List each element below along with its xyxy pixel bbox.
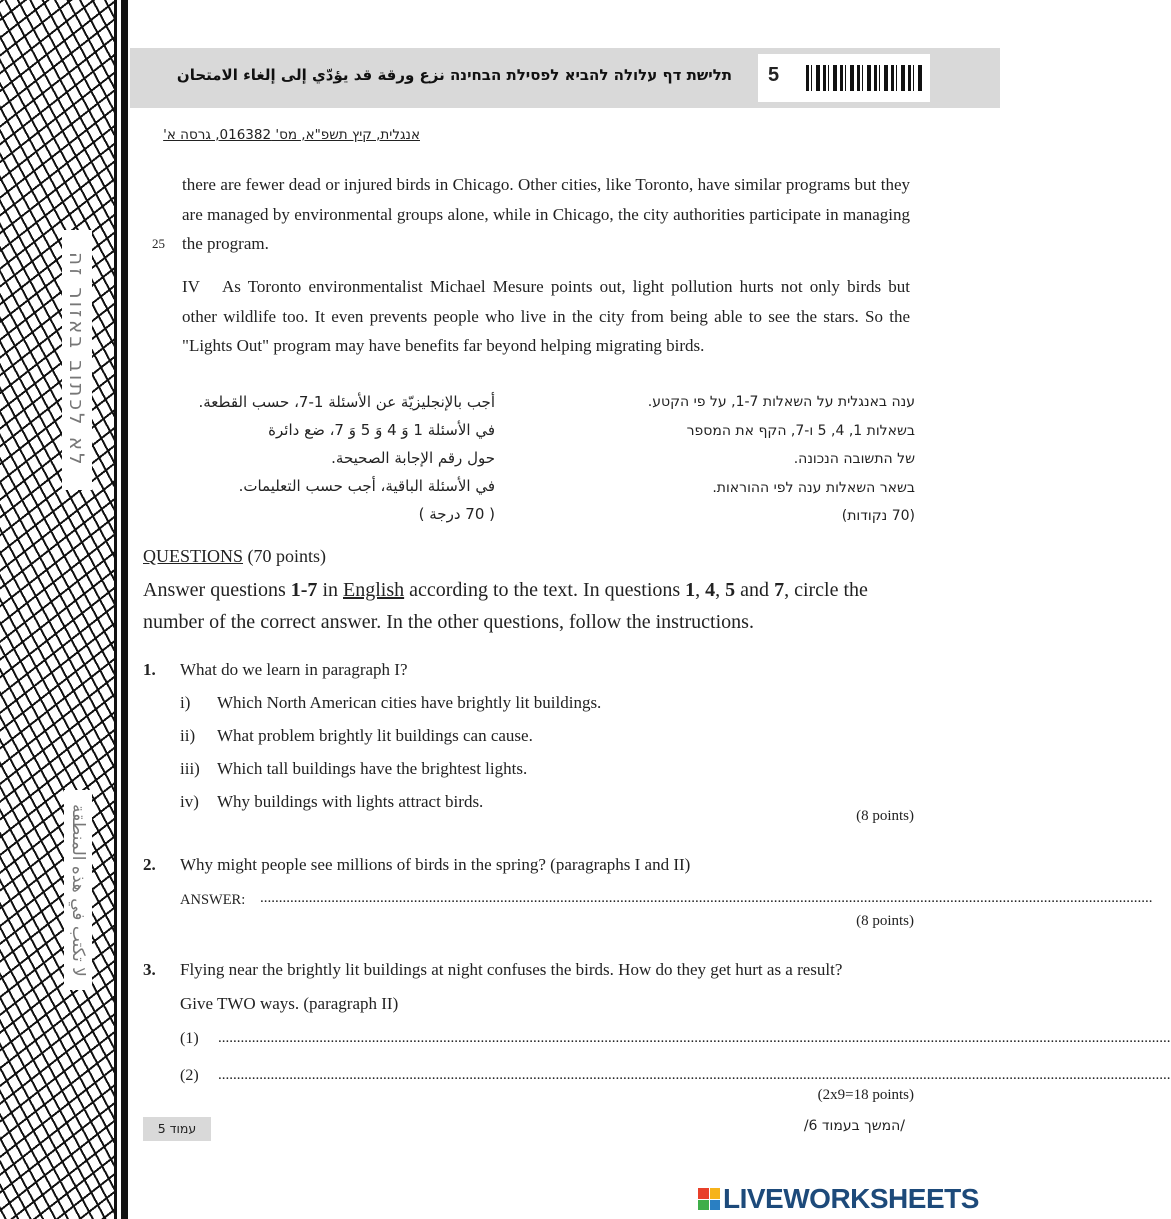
question-points: (8 points) bbox=[856, 913, 914, 929]
margin-hebrew-note: לא לכתוב באזור זה bbox=[65, 252, 89, 468]
hebrew-line: של התשובה הנכונה. bbox=[793, 451, 915, 467]
passage-paragraph-3 bbox=[182, 170, 910, 259]
instructions bbox=[143, 574, 913, 638]
instructions-text: , circle the number of the correct answer. In the other questions, follow the instructions. bbox=[143, 579, 868, 633]
margin-pattern bbox=[0, 0, 114, 1219]
instructions-language: English bbox=[343, 579, 405, 601]
answer-label: ANSWER: bbox=[180, 892, 246, 908]
option-text: Why buildings with lights attract birds. bbox=[217, 792, 484, 811]
question-number: 1. bbox=[143, 660, 156, 679]
instructions-q-number: 7 bbox=[774, 579, 785, 601]
passage-text: As Toronto environmentalist Michael Mesure points out, light pollution hurts not only birds but other wildlife too. It even prevents people who live in the city from being able to see the stars. So the "Lights Out" program may have benefits far beyond helping migrating birds. bbox=[182, 277, 910, 355]
option-label[interactable]: iii) bbox=[180, 759, 200, 778]
arabic-line: أجب بالإنجليزيّة عن الأسئلة 1-7، حسب القطعة. bbox=[198, 393, 495, 411]
answer-line[interactable]: .............................................................................................................................................................................................................................................. bbox=[260, 890, 1153, 906]
barcode-box bbox=[758, 54, 930, 102]
hebrew-line: ענה באנגלית על השאלות 1-7, על פי הקטע. bbox=[647, 394, 915, 410]
instructions-range: 1-7 bbox=[290, 579, 318, 601]
logo-icon bbox=[698, 1188, 720, 1210]
margin-arabic-box bbox=[64, 790, 92, 990]
footer-continued: /המשך בעמוד 6/ bbox=[803, 1118, 905, 1134]
margin-arabic-note: لا تكتب في هذه المنطقة bbox=[68, 803, 88, 977]
option-label[interactable]: ii) bbox=[180, 726, 196, 745]
question-points: (8 points) bbox=[856, 808, 914, 824]
questions-heading bbox=[143, 546, 326, 567]
instructions-text: according to the text. In questions bbox=[404, 579, 686, 601]
option-text: Which North American cities have brightly lit buildings. bbox=[217, 693, 602, 712]
hebrew-line: בשאלות 1, 4, 5 ו-7, הקף את המספר bbox=[686, 422, 915, 439]
answer-option[interactable] bbox=[180, 792, 483, 812]
hebrew-line: בשאר השאלות ענה לפי ההוראות. bbox=[712, 479, 915, 496]
option-label[interactable]: i) bbox=[180, 693, 191, 712]
answer-option[interactable] bbox=[180, 726, 533, 746]
paragraph-label: IV bbox=[182, 277, 200, 296]
barcode-icon bbox=[806, 65, 922, 91]
page-header bbox=[130, 48, 1000, 108]
question-text: What do we learn in paragraph I? bbox=[180, 660, 408, 679]
answer-line[interactable]: .............................................................................................................................................................................................................................................................. bbox=[218, 1067, 1171, 1083]
arabic-line: حول رقم الإجابة الصحيحة. bbox=[331, 449, 495, 467]
margin-rule bbox=[121, 0, 128, 1219]
margin-hebrew-box bbox=[62, 230, 92, 490]
answer-option[interactable] bbox=[180, 693, 601, 713]
instructions-q-number: 4 bbox=[705, 579, 716, 601]
exam-subtitle: אנגלית, קיץ תשפ"א, מס' 016382, גרסה א' bbox=[163, 127, 420, 143]
margin-strip bbox=[0, 0, 130, 1219]
question-text: Why might people see millions of birds in the spring? (paragraphs I and II) bbox=[180, 855, 691, 874]
margin-rule bbox=[114, 0, 117, 1219]
passage-text: there are fewer dead or injured birds in Chicago. Other cities, like Toronto, have similar programs but they are managed by environmental groups alone, while in Chicago, the city authorities participate in managing the program. bbox=[182, 175, 910, 253]
instructions-text: , bbox=[695, 579, 706, 601]
logo-text: LIVEWORKSHEETS bbox=[723, 1183, 979, 1214]
liveworksheets-logo bbox=[698, 1183, 979, 1215]
answer-line[interactable]: .............................................................................................................................................................................................................................................................. bbox=[218, 1030, 1171, 1046]
question-text: Give TWO ways. (paragraph II) bbox=[180, 994, 399, 1013]
instructions-text: in bbox=[317, 579, 343, 601]
arabic-line: ( 70 درجة ) bbox=[418, 505, 495, 523]
instructions-text: , bbox=[715, 579, 726, 601]
question-text: Flying near the brightly lit buildings at night confuses the birds. How do they get hurt as a result? bbox=[180, 960, 843, 979]
line-number: 25 bbox=[152, 236, 165, 251]
instructions-text: and bbox=[735, 579, 775, 601]
passage-paragraph-4 bbox=[182, 272, 910, 361]
instructions-text: Answer questions bbox=[143, 579, 291, 601]
instructions-q-number: 5 bbox=[725, 579, 736, 601]
question-number: 2. bbox=[143, 855, 156, 874]
arabic-line: في الأسئلة الباقية، أجب حسب التعليمات. bbox=[238, 477, 495, 495]
answer-option[interactable] bbox=[180, 759, 527, 779]
arabic-instructions bbox=[175, 388, 495, 528]
header-notice: תלישת דף עלולה להביא לפסילת הבחינה نزع ورقة قد يؤدّي إلى إلغاء الامتحان bbox=[176, 66, 732, 84]
footer-page-label: עמוד 5 bbox=[143, 1117, 211, 1141]
questions-title: QUESTIONS bbox=[143, 546, 244, 566]
option-text: What problem brightly lit buildings can cause. bbox=[217, 726, 533, 745]
hebrew-instructions bbox=[600, 388, 915, 531]
question-number: 3. bbox=[143, 960, 156, 979]
page-number: 5 bbox=[768, 64, 780, 86]
answer-line-label: (2) bbox=[180, 1067, 199, 1084]
hebrew-line: (70 נקודות) bbox=[841, 508, 915, 524]
answer-line-label: (1) bbox=[180, 1030, 199, 1047]
question-points: (2x9=18 points) bbox=[817, 1087, 914, 1103]
option-label[interactable]: iv) bbox=[180, 792, 199, 811]
option-text: Which tall buildings have the brightest lights. bbox=[217, 759, 528, 778]
questions-points: (70 points) bbox=[247, 546, 327, 566]
instructions-q-number: 1 bbox=[685, 579, 696, 601]
arabic-line: في الأسئلة 1 وَ 4 وَ 5 وَ 7، ضع دائرة bbox=[268, 421, 495, 439]
